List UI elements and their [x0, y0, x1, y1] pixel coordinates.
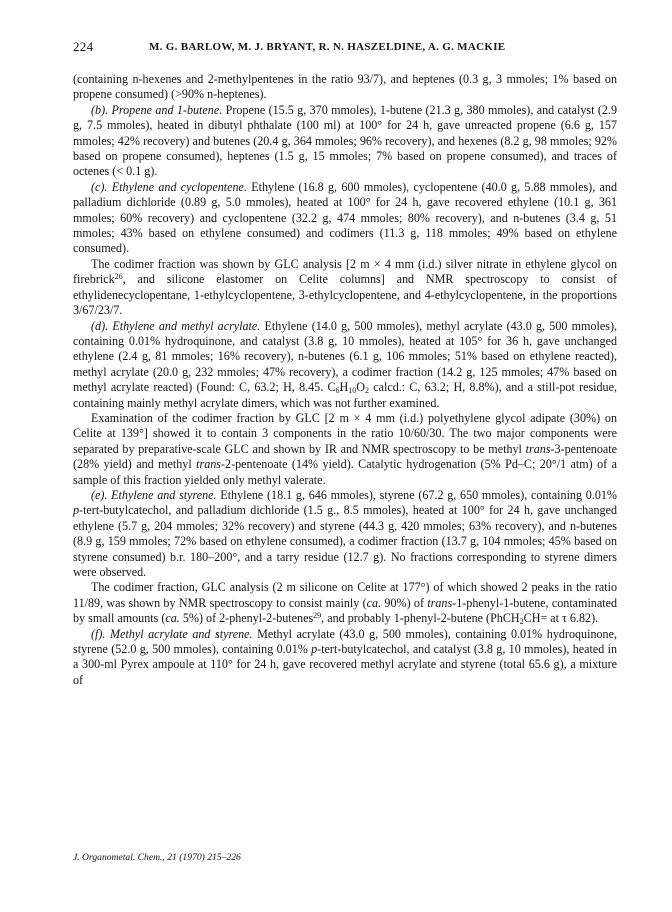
paragraph-methyl-acrylate-styrene: (f). Methyl acrylate and styrene. Methyl acrylate (43.0 g, 500 mmoles), containing 0.01% hydroquinone, styrene (52.0 g, 500 mmoles), containing 0.01% p-tert-butylcatechol, and catalyst (3.8 g, 10 mmoles), heated in a 300-ml Pyrex ampoule at 110° for 24 h, gave recovered methyl acrylate and styrene (total 65.6 g), a mixture of	[73, 626, 617, 687]
experiment-label-e: (e). Ethylene and styrene.	[91, 487, 217, 502]
paragraph-ethylene-methyl-acrylate: (d). Ethylene and methyl acrylate. Ethylene (14.0 g, 500 mmoles), methyl acrylate (43.0 g, 500 mmoles), containing 0.01% hydroquinone, and catalyst (3.8 g, 10 mmoles), heated at 105° for 36 h, gave unchanged ethylene (2.4 g, 81 mmoles; 16% recovery), n-butenes (6.1 g, 106 mmoles; 51% based on ethylene reacted), methyl acrylate (20.0 g, 232 mmoles; 47% recovery), a codimer fraction (14.2 g, 125 mmoles; 47% based on methyl acrylate reacted) (Found: C, 63.2; H, 8.45. $C_6H_{10}O_2$ calcd.: C, 63.2; H, 8.8%), and a still-pot residue, containing mainly methyl acrylate dimers, which was not further examined.	[73, 318, 617, 410]
citation-ref: 29	[313, 611, 322, 621]
paragraph-codimer-examination: Examination of the codimer fraction by GLC [2 m × 4 mm (i.d.) polyethylene glycol adipate (30%) on Celite at 139°] showed it to contain 3 components in the ratio 10/60/30. The two major components were separated by preparative-scale GLC and shown by IR and NMR spectroscopy to be methyl trans-3-pentenoate (28% yield) and methyl trans-2-pentenoate (14% yield). Catalytic hydrogenation (5% Pd–C; 20°/1 atm) of a sample of this fraction yielded only methyl valerate.	[73, 410, 617, 487]
paragraph-propene-butene: (b). Propene and 1-butene. Propene (15.5 g, 370 mmoles), 1-butene (21.3 g, 380 mmoles), and catalyst (2.9 g, 7.5 mmoles), heated in dibutyl phthalate (100 ml) at 100° for 24 h, gave unreacted propene (6.6 g, 157 mmoles; 42% recovery) and butenes (20.4 g, 364 mmoles; 96% recovery), and hexenes (8.2 g, 98 mmoles; 92% based on propene consumed), heptenes (1.5 g, 15 mmoles; 7% based on propene consumed), and traces of octenes (< 0.1 g).	[73, 102, 617, 179]
journal-citation: , 21 (1970) 215–226	[162, 852, 241, 863]
experiment-label-f: (f). Methyl acrylate and styrene.	[91, 626, 253, 641]
page-number: 224	[73, 39, 94, 54]
journal-name: J. Organometal. Chem.	[73, 852, 163, 863]
citation-ref: 26	[114, 272, 123, 282]
experiment-label-b: (b). Propene and 1-butene.	[91, 102, 223, 117]
paragraph-ethylene-styrene: (e). Ethylene and styrene. Ethylene (18.1 g, 646 mmoles), styrene (67.2 g, 650 mmoles), containing 0.01% p-tert-butylcatechol, and palladium dichloride (1.5 g., 8.5 mmoles), heated at 100° for 24 h, gave unchanged ethylene (5.7 g, 204 mmoles; 32% recovery) and styrene (44.3 g, 420 mmoles; 63% recovery), and n-butenes (8.9 g, 159 mmoles; 72% based on ethylene consumed), a codimer fraction (13.7 g, 104 mmoles; 45% based on styrene consumed) b.r. 180–200°, and a tarry residue (12.7 g). No fractions corresponding to styrene dimers were observed.	[73, 487, 617, 579]
running-head-authors: M. G. BARLOW, M. J. BRYANT, R. N. HASZELDINE, A. G. MACKIE	[149, 41, 506, 53]
paragraph-ethylene-cyclopentene: (c). Ethylene and cyclopentene. Ethylene (16.8 g, 600 mmoles), cyclopentene (40.0 g, 5.88 mmoles), and palladium dichloride (0.89 g, 5.0 mmoles), heated at 100° for 24 h, gave recovered ethylene (10.1 g, 361 mmoles; 60% recovery) and cyclopentene (32.2 g, 474 mmoles; 80% recovery), and n-butenes (3.4 g, 51 mmoles; 43% based on ethylene consumed) and codimers (11.3 g, 118 mmoles; 49% based on ethylene consumed).	[73, 179, 617, 256]
paragraph-codimer-styrene: The codimer fraction, GLC analysis (2 m silicone on Celite at 177°) of which showed 2 peaks in the ratio 11/89, was shown by NMR spectroscopy to consist mainly (ca. 90%) of trans-1-phenyl-1-butene, contaminated by small amounts (ca. 5%) of 2-phenyl-2-butenes$^{29}$, and probably 1-phenyl-2-butene (PhCH$_2$CH= at τ 6.82).	[73, 580, 617, 627]
experiment-label-c: (c). Ethylene and cyclopentene.	[91, 179, 247, 194]
experiment-label-d: (d). Ethylene and methyl acrylate.	[91, 318, 261, 333]
article-body	[73, 72, 617, 688]
page-footer	[73, 852, 241, 863]
paragraph-heptenes: (containing n-hexenes and 2-methylpentenes in the ratio 93/7), and heptenes (0.3 g, 3 mmoles; 1% based on propene consumed) (>90% n-heptenes).	[73, 72, 617, 102]
paragraph-codimer-cyclopentene: The codimer fraction was shown by GLC analysis [2 m × 4 mm (i.d.) silver nitrate in ethylene glycol on firebrick$^{26}$, and silicone elastomer on Celite columns] and NMR spectroscopy to consist of ethylidenecyclopentane, 1-ethylcyclopentene, 3-ethylcyclopentene, and 4-ethylcyclopentene, in the proportions 3/67/23/7.	[73, 256, 617, 318]
